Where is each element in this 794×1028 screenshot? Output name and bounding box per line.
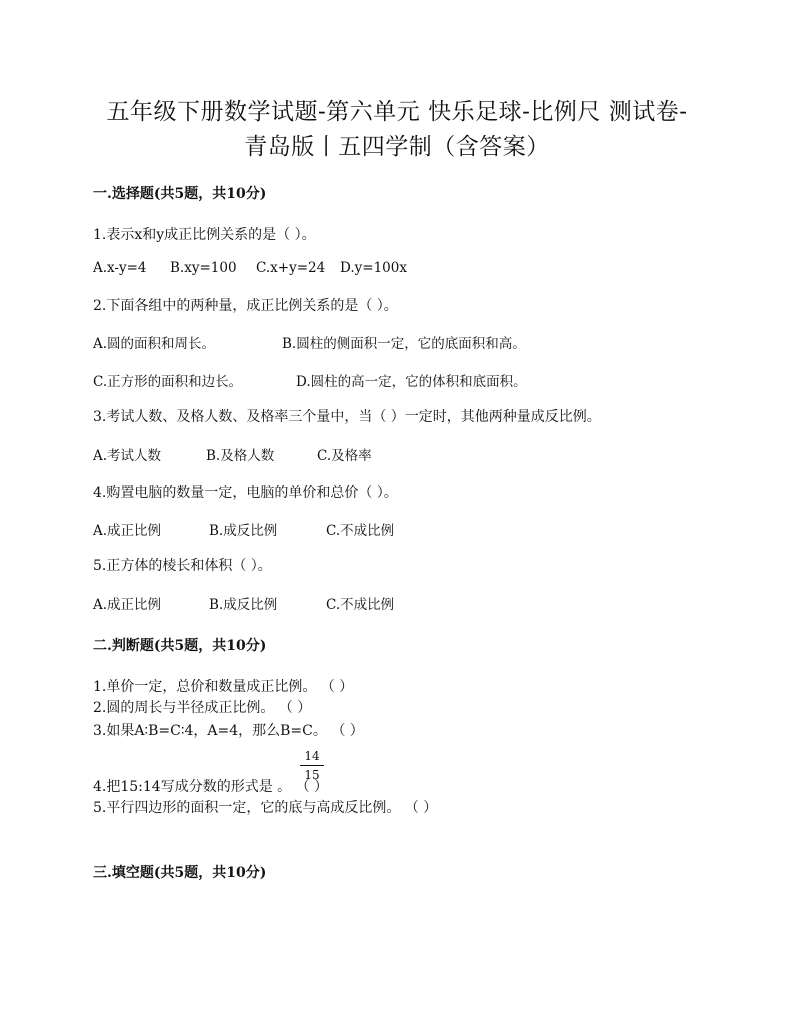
question-4-option-a: A.成正比例 [93, 523, 162, 539]
question-5-option-b: B.成反比例 [209, 597, 278, 613]
question-3-option-b: B.及格人数 [206, 448, 275, 464]
question-1-stem: 1.表示x和y成正比例关系的是（ ）。 [93, 227, 316, 243]
question-2-option-a: A.圆的面积和周长。 [93, 336, 216, 352]
question-1-option-b: B.xy=100 [170, 260, 237, 276]
section-heading-judgment: 二.判断题(共5题，共10分) [93, 638, 267, 654]
judgment-item-3: 3.如果A∶B=C∶4，A=4，那么B=C。 （ ） [93, 723, 364, 739]
fraction-bar [300, 765, 324, 766]
question-3-stem: 3.考试人数、及格人数、及格率三个量中，当（ ）一定时，其他两种量成反比例。 [93, 409, 601, 425]
question-1-option-a: A.x-y=4 [93, 260, 147, 276]
question-3-option-c: C.及格率 [317, 448, 372, 464]
judgment-item-2: 2.圆的周长与半径成正比例。 （ ） [93, 700, 312, 716]
section-heading-fill-blank: 三.填空题(共5题，共10分) [93, 865, 267, 881]
judgment-item-4: 4.把15:14写成分数的形式是 。 （ ） [93, 779, 329, 795]
question-1-option-c: C.x+y=24 [256, 260, 326, 276]
fraction-numerator: 14 [304, 749, 320, 763]
question-1-option-d: D.y=100x [340, 260, 407, 276]
judgment-item-5: 5.平行四边形的面积一定，它的底与高成反比例。 （ ） [93, 800, 438, 816]
question-2-option-d: D.圆柱的高一定，它的体积和底面积。 [296, 374, 527, 390]
question-5-option-c: C.不成比例 [326, 597, 395, 613]
question-2-option-c: C.正方形的面积和边长。 [93, 374, 243, 390]
judgment-item-1: 1.单价一定，总价和数量成正比例。 （ ） [93, 679, 354, 695]
document-title-line2: 青岛版丨五四学制（含答案） [244, 134, 550, 160]
document-title-line1: 五年级下册数学试题-第六单元 快乐足球-比例尺 测试卷- [106, 99, 688, 125]
question-4-option-c: C.不成比例 [326, 523, 395, 539]
question-5-option-a: A.成正比例 [93, 597, 162, 613]
question-3-option-a: A.考试人数 [93, 448, 162, 464]
question-5-stem: 5.正方体的棱长和体积（ ）。 [93, 558, 272, 574]
fraction-denominator: 15 [304, 768, 320, 782]
question-2-stem: 2.下面各组中的两种量，成正比例关系的是（ ）。 [93, 298, 398, 314]
question-4-option-b: B.成反比例 [209, 523, 278, 539]
question-2-option-b: B.圆柱的侧面积一定，它的底面积和高。 [282, 336, 526, 352]
section-heading-choice: 一.选择题(共5题，共10分) [93, 186, 267, 202]
question-4-stem: 4.购置电脑的数量一定，电脑的单价和总价（ ）。 [93, 485, 398, 501]
